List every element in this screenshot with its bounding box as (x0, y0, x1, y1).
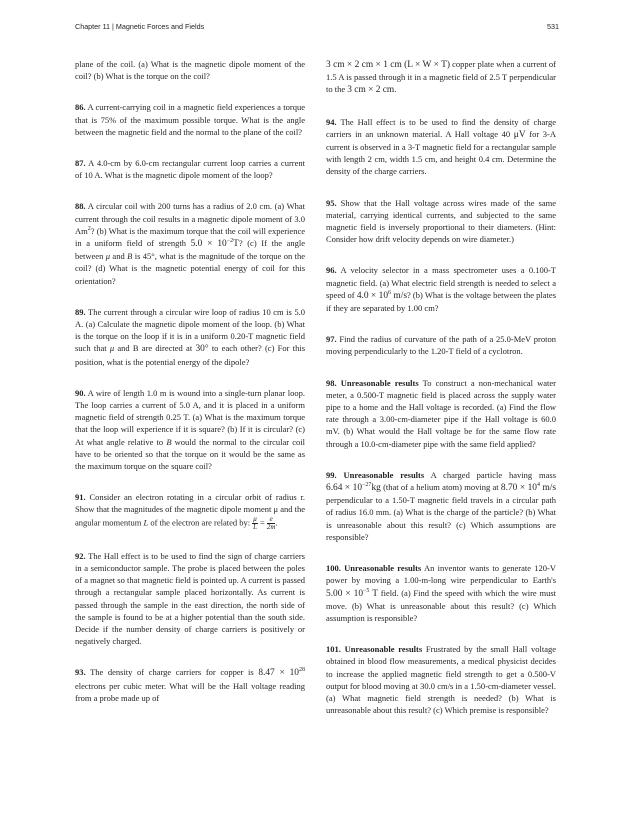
problem-89: 89. The current through a circular wire loop of radius 10 cm is 5.0 A. (a) Calculate the magnetic dipole moment of the loop. (b) What is the torque on the loop if it is in a uniform 0.20-T magnetic field such that μ and B are directed at 30° to each other? (c) For this position, what is the potential energy of the dipole? (75, 306, 305, 367)
problem-91: 91. Consider an electron rotating in a circular orbit of radius r. Show that the magnitudes of the magnetic dipole moment μ and the angular momentum L of the electron are related by: $\frac{\mu}{L}$ = $\frac{e}{2m}$ . (75, 492, 305, 531)
problem-93-continuation: 3 cm × 2 cm × 1 cm (L × W × T) copper plate when a current of 1.5 A is passed through it in a magnetic field of 2.5 T perpendicular to the 3 cm × 2 cm. (326, 59, 557, 96)
problem-number: 101. (326, 644, 341, 655)
unreasonable-results-label: Unreasonable results (344, 644, 423, 655)
problem-number: 95. (326, 197, 337, 208)
problem-98: 98. Unreasonable results To construct a non-mechanical water meter, a 0.500-T magnetic field is placed across the supply water pipe to a home and the Hall voltage is recorded. (a) Find the flow rate through a 3.00-cm-diameter pipe if the Hall voltage is 60.0 mV. (b) What would the Hall voltage be for the same flow rate through a 10.0-cm-diameter pipe with the same field applied? (326, 377, 556, 449)
problem-number: 88. (75, 201, 86, 212)
problem-95: 95. Show that the Hall voltage across wires made of the same material, carrying identical currents, and subjected to the same magnetic field is inversely proportional to their diameters. (Hint: Consider how drift velocity depends on wire diameter.) (326, 197, 557, 245)
problem-96: 96. A velocity selector in a mass spectrometer uses a 0.100-T magnetic field. (a) What electric field strength is needed to select a speed of $4.0 \times 10^6$ m/s? (b) What is the voltage between the plates if they are separated by 1.00 cm? (326, 265, 556, 314)
problem-number: 90. (75, 387, 86, 398)
problem-94: 94. The Hall effect is to be used to find the density of charge carriers in an unknown material. A Hall voltage 40 μV for 3-A current is observed in a 3-T magnetic field for a rectangular sample with length 2 cm, width 1.5 cm, and height 0.4 cm. Determine the density of the charge carriers. (326, 116, 556, 177)
problem-93: 93. The density of charge carriers for copper is $8.47 \times 10^{28}$ electrons per cubic meter. What will be the Hall voltage reading from a probe made up of (75, 667, 305, 703)
math-expression: $4.0 \times 10^6$ m/s (356, 289, 407, 301)
left-column (75, 58, 305, 723)
page-header (75, 22, 559, 34)
fraction-mu-over-l: $\frac{\mu}{L}$ (253, 514, 257, 531)
problem-number: 100. (326, 563, 341, 574)
unreasonable-results-label: Unreasonable results (343, 469, 425, 480)
problem-number: 98. (326, 377, 337, 388)
problem-number: 87. (75, 158, 86, 169)
unreasonable-results-label: Unreasonable results (340, 377, 419, 388)
unreasonable-results-label: Unreasonable results (344, 563, 422, 574)
problem-number: 94. (326, 116, 337, 127)
math-expression: $8.70 \times 10^4$ m/s (500, 481, 556, 494)
math-expression: $5.00 \times 10^{-5}$ T (326, 587, 378, 599)
page-number: 531 (547, 22, 559, 31)
problem-number: 92. (75, 550, 86, 561)
fraction-e-over-2m: $\frac{e}{2m}$ (266, 514, 276, 531)
problem-85-continuation: plane of the coil. (a) What is the magnetic dipole moment of the coil? (b) What is the torque on the coil? (75, 59, 305, 82)
problem-number: 96. (326, 265, 337, 276)
problem-number: 93. (75, 667, 86, 678)
problem-101: 101. Unreasonable results Frustrated by the small Hall voltage obtained in blood flow measurements, a medical physicist decides to increase the applied magnetic field strength to get a 0.500-V output for blood moving at 30.0 cm/s in a 1.50-cm-diameter vessel. (a) What magnetic field strength is needed? (b) What is unreasonable about this result? (c) Which premise is responsible? (326, 644, 557, 716)
problem-number: 99. (326, 469, 337, 480)
problem-90: 90. A wire of length 1.0 m is wound into a single-turn planar loop. The loop carries a current of 5.0 A, and it is placed in a uniform magnetic field of strength 0.25 T. (a) What is the maximum torque that the loop will experience if it is square? (b) If it is circular? (c) At what angle relative to B would the normal to the circular coil have to be oriented so that the torque on it would be the same as the maximum torque on the square coil? (75, 387, 306, 472)
problem-number: 86. (75, 102, 86, 113)
problem-87: 87. A 4.0-cm by 6.0-cm rectangular current loop carries a current of 10 A. What is the magnetic dipole moment of the loop? (75, 158, 305, 181)
problem-number: 97. (326, 334, 337, 345)
problem-99: 99. Unreasonable results A charged particle having mass $6.64 \times 10^{-27}kg$ (that of a helium atom) moving at $8.70 \times 10^4$ m/s perpendicular to a 1.50-T magnetic field travels in a circular path of radius 16.0 mm. (a) What is the charge of the particle? (b) What is unreasonable about this result? (c) Which assumptions are responsible? (326, 469, 556, 542)
math-expression: 3 cm × 2 cm × 1 cm (L × W × T) (326, 60, 450, 70)
chapter-title: Chapter 11 | Magnetic Forces and Fields (75, 22, 205, 31)
problem-100: 100. Unreasonable results An inventor wants to generate 120-V power by moving a 1.00-m-long wire perpendicular to Earth's $5.00 \times 10^{-5}$ T field. (a) Find the speed with which the wire must move. (b) What is unreasonable about this result? (c) Which assumption is responsible? (326, 563, 556, 623)
math-expression: 3 cm × 2 cm (347, 85, 395, 96)
problem-88: 88. A circular coil with 200 turns has a radius of 2.0 cm. (a) What current through the coil results in a magnetic dipole moment of 3.0 Am$^2$? (b) What is the maximum torque that the coil will experience in a uniform field of strength $5.0 \times 10^{-2}T$? (c) If the angle between μ and B is 45°, what is the magnitude of the torque on the coil? (d) What is the magnetic potential energy of coil for this orientation? (75, 201, 306, 286)
math-expression: μV (513, 129, 526, 140)
math-expression: $8.47 \times 10^{28}$ (258, 667, 305, 679)
math-expression: 30° (195, 344, 209, 355)
problem-number: 89. (75, 306, 86, 317)
math-expression: $5.0 \times 10^{-2}T$ (190, 237, 239, 250)
right-column (326, 58, 556, 735)
problem-92: 92. The Hall effect is to be used to find the sign of charge carriers in a semiconductor sample. The probe is placed between the poles of a magnet so that magnetic field is pointed up. A current is passed through a rectangular sample placed horizontally. As current is passed through the sample in the east direction, the north side of the sample is found to be at a higher potential than the south side. Decide if the number density of charge carriers is positively or negatively charged. (75, 550, 305, 647)
math-expression: $6.64 \times 10^{-27}kg$ (326, 481, 381, 494)
problem-number: 91. (75, 492, 86, 503)
problem-97: 97. Find the radius of curvature of the path of a 25.0-MeV proton moving perpendicularly to the 1.20-T field of a cyclotron. (326, 334, 556, 357)
problem-86: 86. A current-carrying coil in a magnetic field experiences a torque that is 75% of the maximum possible torque. What is the angle between the magnetic field and the normal to the plane of the coil? (75, 102, 305, 137)
